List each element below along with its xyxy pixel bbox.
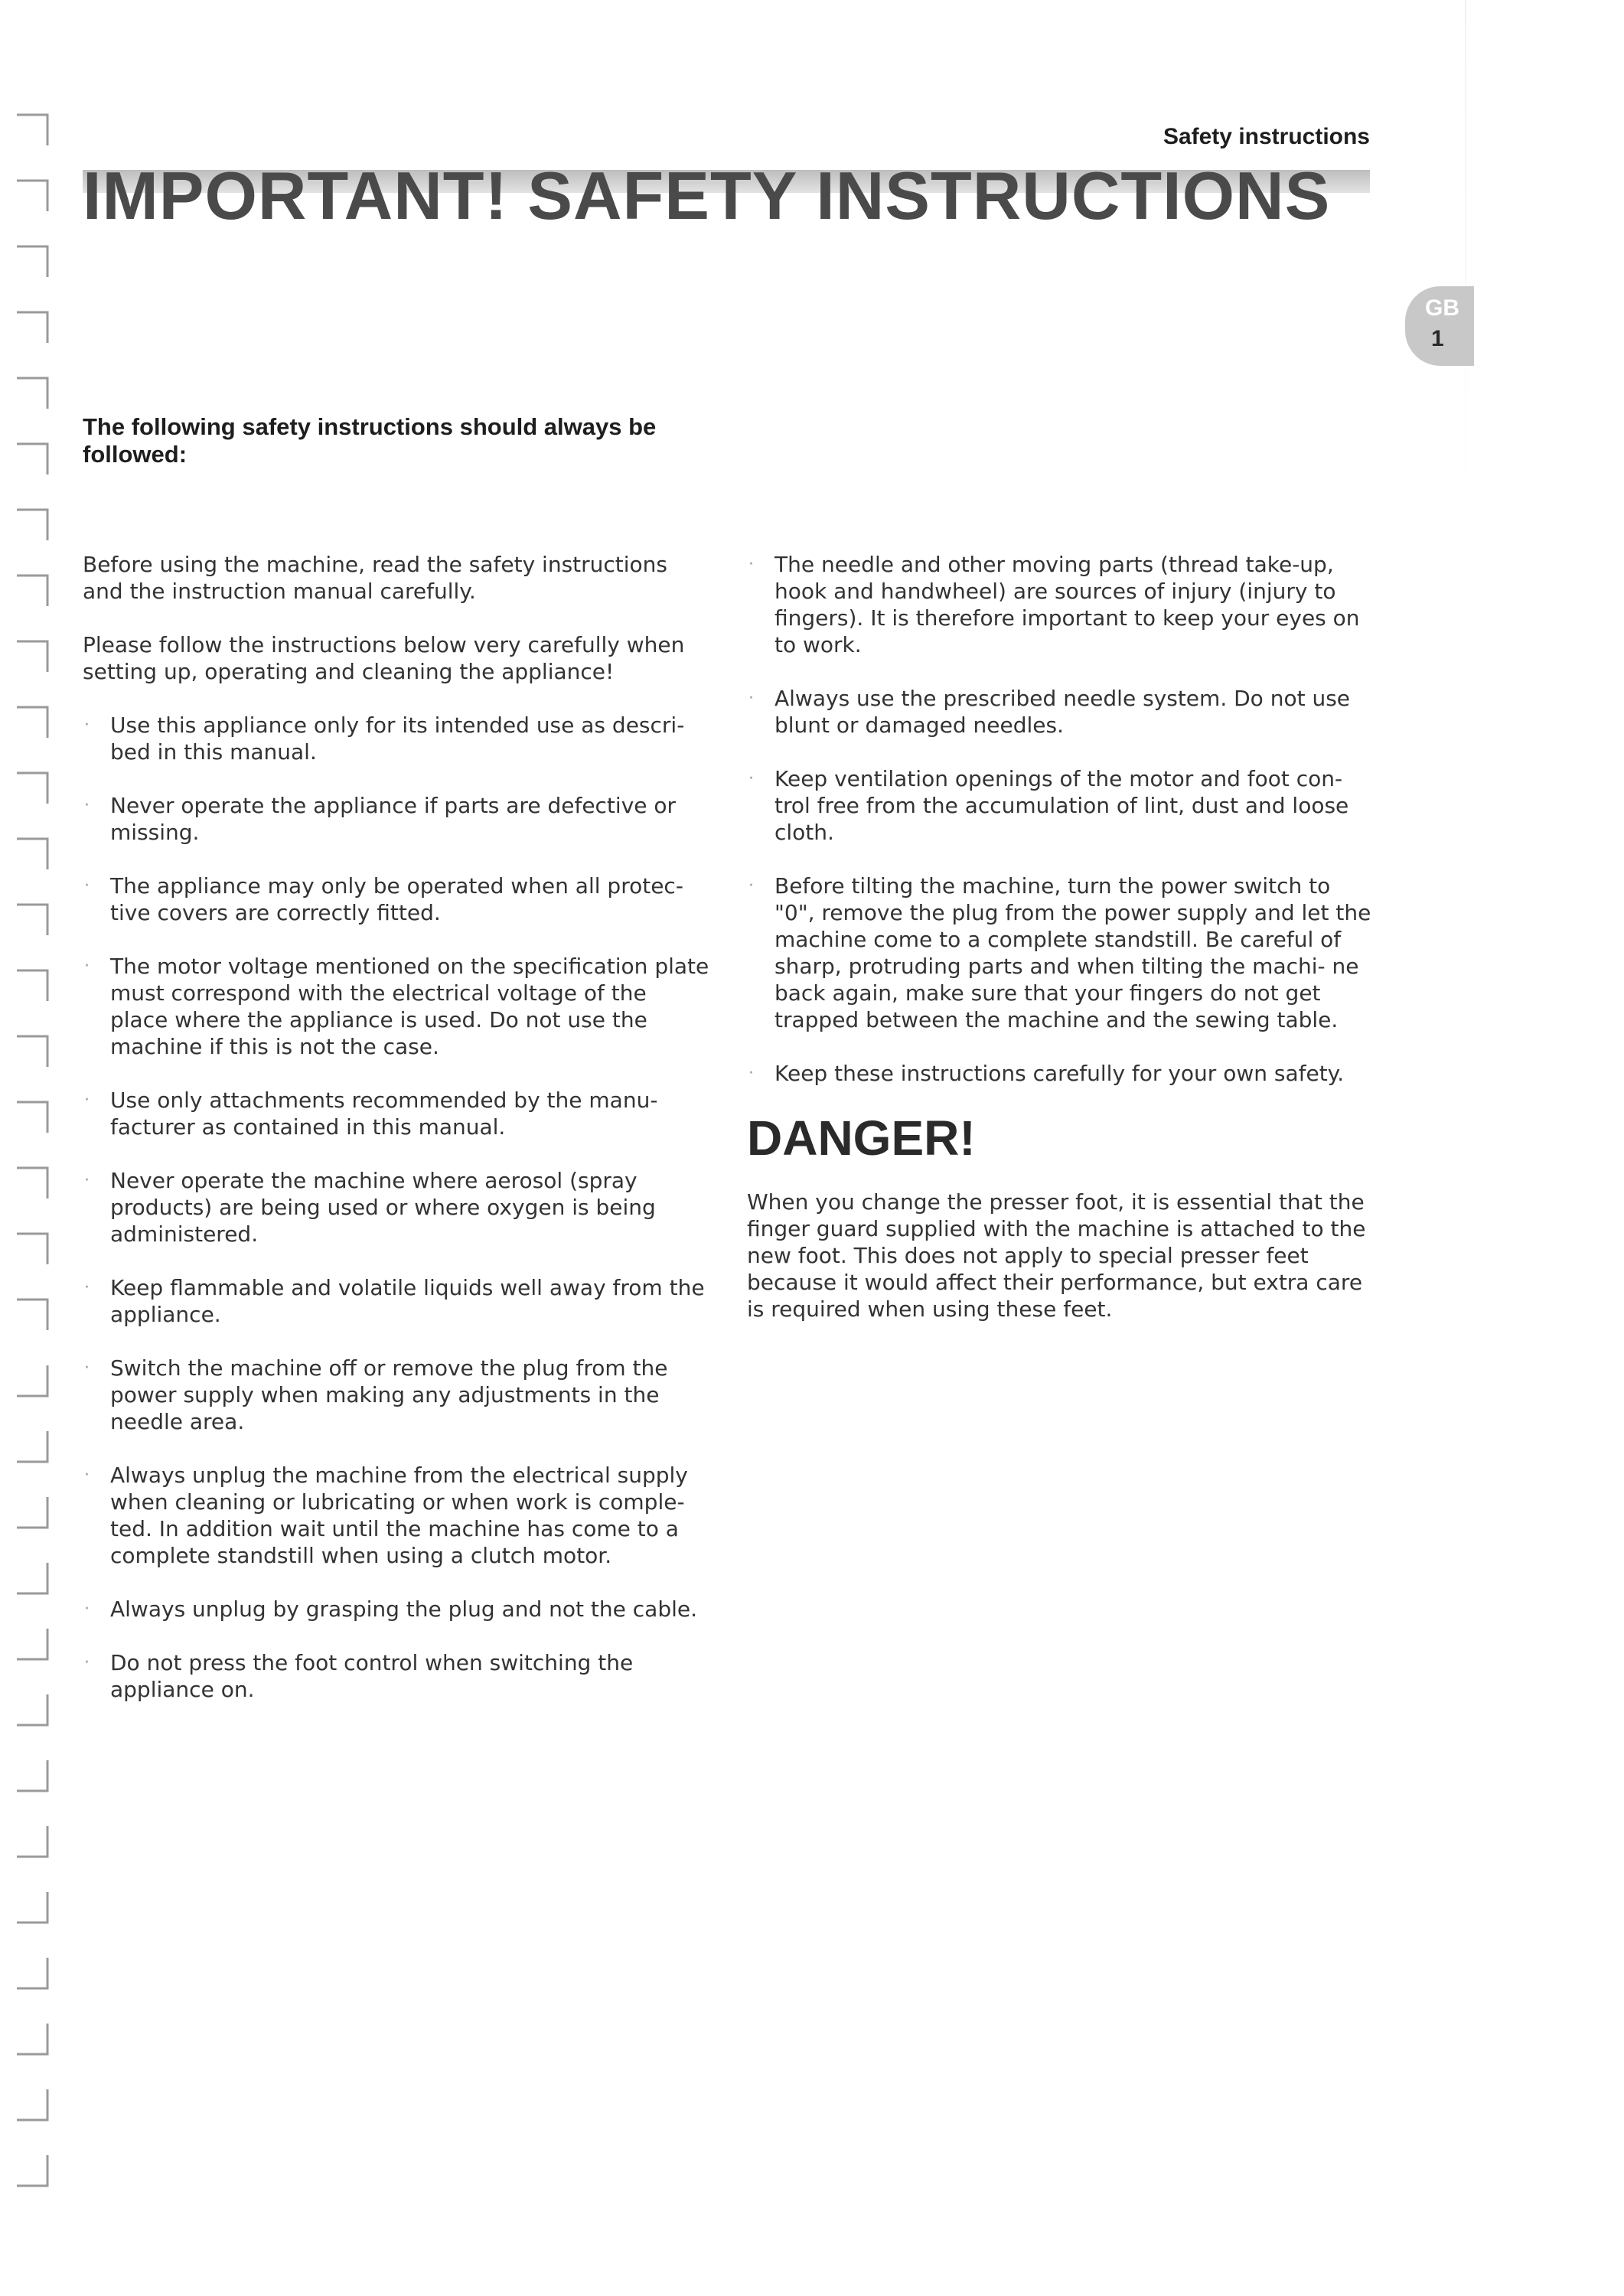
page-edge-shadow	[1465, 0, 1466, 536]
list-item-text: Before tilting the machine, turn the power switch to "0", remove the plug from the power supply and let the machine come to a complete standstill. Be careful of sharp, protruding parts and when tilting the machi- ne back again, make sure that your fingers do not get trapped between the machine and the sewing table.	[774, 873, 1371, 1032]
bullet-icon: ·	[84, 876, 90, 895]
list-item-text: Do not press the foot control when switching the appliance on.	[110, 1650, 634, 1702]
binding-mark	[17, 1168, 47, 1199]
bullet-icon: ·	[84, 1358, 90, 1378]
bullet-icon: ·	[748, 876, 754, 895]
binding-mark	[17, 1234, 47, 1264]
binding-mark	[17, 510, 47, 540]
bullet-icon: ·	[84, 716, 90, 735]
binding-mark	[17, 2089, 47, 2120]
intro-paragraph: Before using the machine, read the safety instructions and the instruction manual carefully.	[83, 552, 668, 604]
binding-mark	[17, 1958, 47, 1988]
left-column	[83, 551, 710, 1730]
binding-mark	[17, 2155, 47, 2186]
binding-mark	[17, 1036, 47, 1067]
bullet-icon: ·	[748, 1064, 754, 1083]
binding-mark	[17, 1563, 47, 1593]
list-item	[747, 551, 1375, 658]
binding-mark	[17, 576, 47, 606]
binding-mark	[17, 1629, 47, 1659]
bullet-icon: ·	[84, 1278, 90, 1297]
binding-mark	[17, 378, 47, 409]
page-title: IMPORTANT! SAFETY INSTRUCTIONS	[83, 158, 1331, 233]
section-subtitle: The following safety instructions should always be followed:	[83, 413, 657, 468]
bullet-icon: ·	[84, 1600, 90, 1619]
binding-mark	[17, 181, 47, 211]
list-item	[83, 1649, 710, 1703]
binding-mark	[17, 1431, 47, 1462]
binding-mark	[17, 444, 47, 475]
list-item-text: Always use the prescribed needle system. Do not use blunt or damaged needles.	[774, 686, 1351, 738]
list-item	[83, 1167, 710, 1247]
intro-paragraph: Please follow the instructions below very carefully when setting up, operating and cleaning the appliance!	[83, 632, 685, 684]
binding-mark	[17, 246, 47, 277]
list-item	[83, 1087, 710, 1140]
list-item-text: Switch the machine off or remove the plug from the power supply when making any adjustments in the needle area.	[110, 1355, 668, 1434]
list-item-text: Keep these instructions carefully for your own safety.	[774, 1061, 1345, 1086]
binding-mark	[17, 1694, 47, 1725]
binding-mark	[17, 1102, 47, 1133]
binding-mark	[17, 1497, 47, 1528]
bullet-icon: ·	[748, 769, 754, 788]
list-item-text: Keep flammable and volatile liquids well away from the appliance.	[110, 1275, 705, 1327]
danger-paragraph: When you change the presser foot, it is essential that the finger guard supplied with the machine is attached to the new foot. This does not apply to special presser feet because it would affect their performance, but extra care is required when using these feet.	[747, 1189, 1366, 1322]
list-item	[83, 872, 710, 926]
list-item-text: The appliance may only be operated when all protec- tive covers are correctly fitted.	[110, 873, 683, 925]
language-code: GB	[1425, 295, 1459, 321]
list-item-text: Never operate the appliance if parts are defective or missing.	[110, 793, 677, 845]
list-item-text: Always unplug the machine from the electrical supply when cleaning or lubricating or when work is comple- ted. In addition wait until the machine has come to a complete standstill when using a clutch motor.	[110, 1463, 688, 1568]
left-bullet-list	[83, 712, 710, 1703]
list-item-text: The motor voltage mentioned on the specification plate must correspond with the electrical voltage of the place where the appliance is used. Do not use the machine if this is not the case.	[110, 954, 709, 1059]
binding-mark	[17, 905, 47, 935]
bullet-icon: ·	[748, 555, 754, 574]
list-item-text: Keep ventilation openings of the motor and foot con- trol free from the accumulation of lint, dust and loose cloth.	[774, 766, 1349, 845]
page-number: 1	[1431, 326, 1444, 351]
list-item	[83, 1596, 710, 1623]
list-item	[83, 1355, 710, 1435]
list-item	[83, 792, 710, 846]
right-column	[747, 551, 1375, 1349]
list-item-text: Always unplug by grasping the plug and not the cable.	[110, 1596, 698, 1622]
bullet-icon: ·	[84, 1091, 90, 1110]
binding-mark	[17, 2024, 47, 2054]
list-item	[83, 953, 710, 1060]
list-item	[83, 1274, 710, 1328]
list-item	[747, 765, 1375, 846]
list-item-text: Never operate the machine where aerosol (spray products) are being used or where oxygen is being administered.	[110, 1168, 656, 1247]
binding-mark	[17, 1892, 47, 1923]
binding-mark	[17, 839, 47, 869]
list-item-text: Use only attachments recommended by the manu- facturer as contained in this manual.	[110, 1088, 658, 1140]
binding-mark	[17, 312, 47, 343]
binding-mark	[17, 641, 47, 672]
right-bullet-list	[747, 551, 1375, 1087]
running-header: Safety instructions	[1163, 124, 1370, 149]
binding-mark	[17, 707, 47, 738]
list-item	[747, 872, 1375, 1033]
bullet-icon: ·	[84, 1466, 90, 1485]
list-item	[747, 1060, 1375, 1087]
list-item-text: Use this appliance only for its intended use as descri- bed in this manual.	[110, 713, 685, 765]
binding-mark	[17, 115, 47, 145]
bullet-icon: ·	[84, 1171, 90, 1190]
binding-mark	[17, 1760, 47, 1791]
bullet-icon: ·	[748, 689, 754, 708]
binding-marks	[0, 0, 69, 2296]
language-tab	[1405, 286, 1474, 366]
binding-mark	[17, 1826, 47, 1857]
binding-mark	[17, 1365, 47, 1396]
binding-mark	[17, 1300, 47, 1330]
binding-mark	[17, 970, 47, 1001]
bullet-icon: ·	[84, 957, 90, 976]
bullet-icon: ·	[84, 796, 90, 815]
binding-mark	[17, 773, 47, 804]
list-item	[747, 685, 1375, 739]
bullet-icon: ·	[84, 1653, 90, 1672]
danger-heading: DANGER!	[747, 1110, 976, 1166]
list-item	[83, 712, 710, 765]
list-item	[83, 1462, 710, 1569]
list-item-text: The needle and other moving parts (thread take-up, hook and handwheel) are sources of injury (injury to fingers). It is therefore important to keep your eyes on to work.	[774, 552, 1360, 657]
